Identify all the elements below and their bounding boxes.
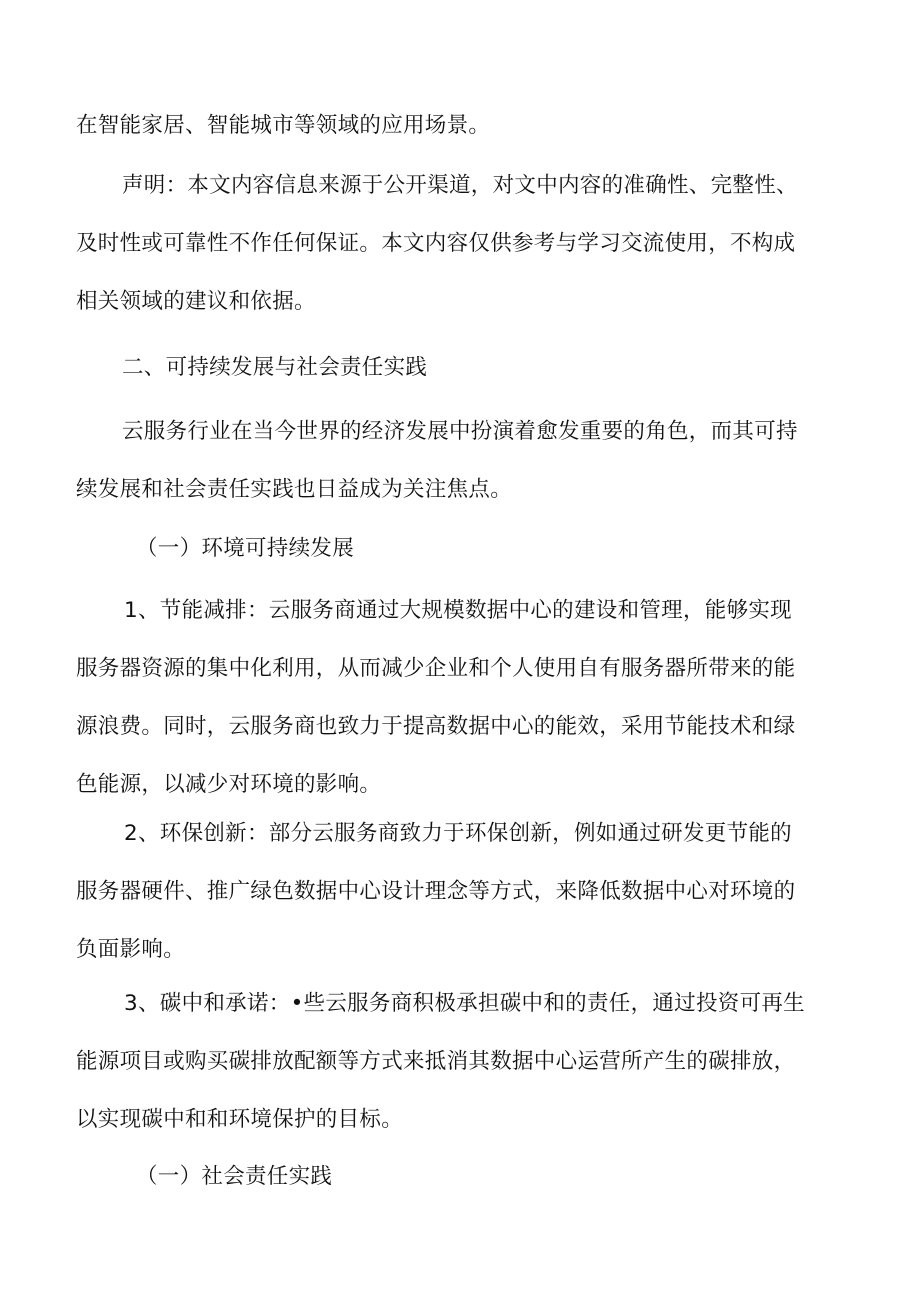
text-line: 服务器硬件、推广绿色数据中心设计理念等方式，来降低数据中心对环境的 (76, 879, 796, 904)
text-line: 以实现碳中和和环境保护的目标。 (76, 1107, 404, 1132)
text-line: 3、碳中和承诺：•些云服务商积极承担碳中和的责任，通过投资可再生 (124, 991, 805, 1016)
paragraph-section-2-intro (76, 403, 846, 519)
text-line: 2、环保创新：部分云服务商致力于环保创新，例如通过研发更节能的 (124, 821, 792, 846)
text-line: 声明：本文内容信息来源于公开渠道，对文中内容的准确性、完整性、 (122, 173, 798, 198)
text-line: 能源项目或购买碳排放配额等方式来抵消其数据中心运营所产生的碳排放， (76, 1049, 796, 1074)
text-line: （一）社会责任实践 (136, 1164, 333, 1189)
subsection-heading-social (76, 1148, 846, 1206)
text-line: 1、节能减排：云服务商通过大规模数据中心的建设和管理，能够实现 (124, 598, 792, 623)
text-line: 相关领域的建议和依据。 (76, 289, 316, 314)
text-line: 在智能家居、智能城市等领域的应用场景。 (76, 113, 491, 138)
text-line: 云服务行业在当今世界的经济发展中扮演着愈发重要的角色，而其可持 (122, 419, 798, 444)
text-line: 二、可持续发展与社会责任实践 (122, 355, 428, 380)
paragraph-item-3 (76, 975, 846, 1149)
text-line: 源浪费。同时，云服务商也致力于提高数据中心的能效，采用节能技术和绿 (76, 714, 796, 739)
paragraph-item-2 (76, 805, 846, 979)
subsection-heading-environment (76, 520, 846, 578)
text-line: 负面影响。 (76, 937, 186, 962)
paragraph-item-1 (76, 582, 846, 814)
text-line: （一）环境可持续发展 (136, 536, 355, 561)
text-line: 及时性或可靠性不作任何保证。本文内容仅供参考与学习交流使用，不构成 (76, 231, 796, 256)
text-line: 服务器资源的集中化利用，从而减少企业和个人使用自有服务器所带来的能 (76, 656, 796, 681)
text-line: 色能源，以减少对环境的影响。 (76, 772, 382, 797)
paragraph-disclaimer (76, 157, 846, 331)
section-heading-2 (76, 339, 846, 397)
text-line: 续发展和社会责任实践也日益成为关注焦点。 (76, 477, 513, 502)
paragraph-intro-tail (76, 97, 846, 155)
